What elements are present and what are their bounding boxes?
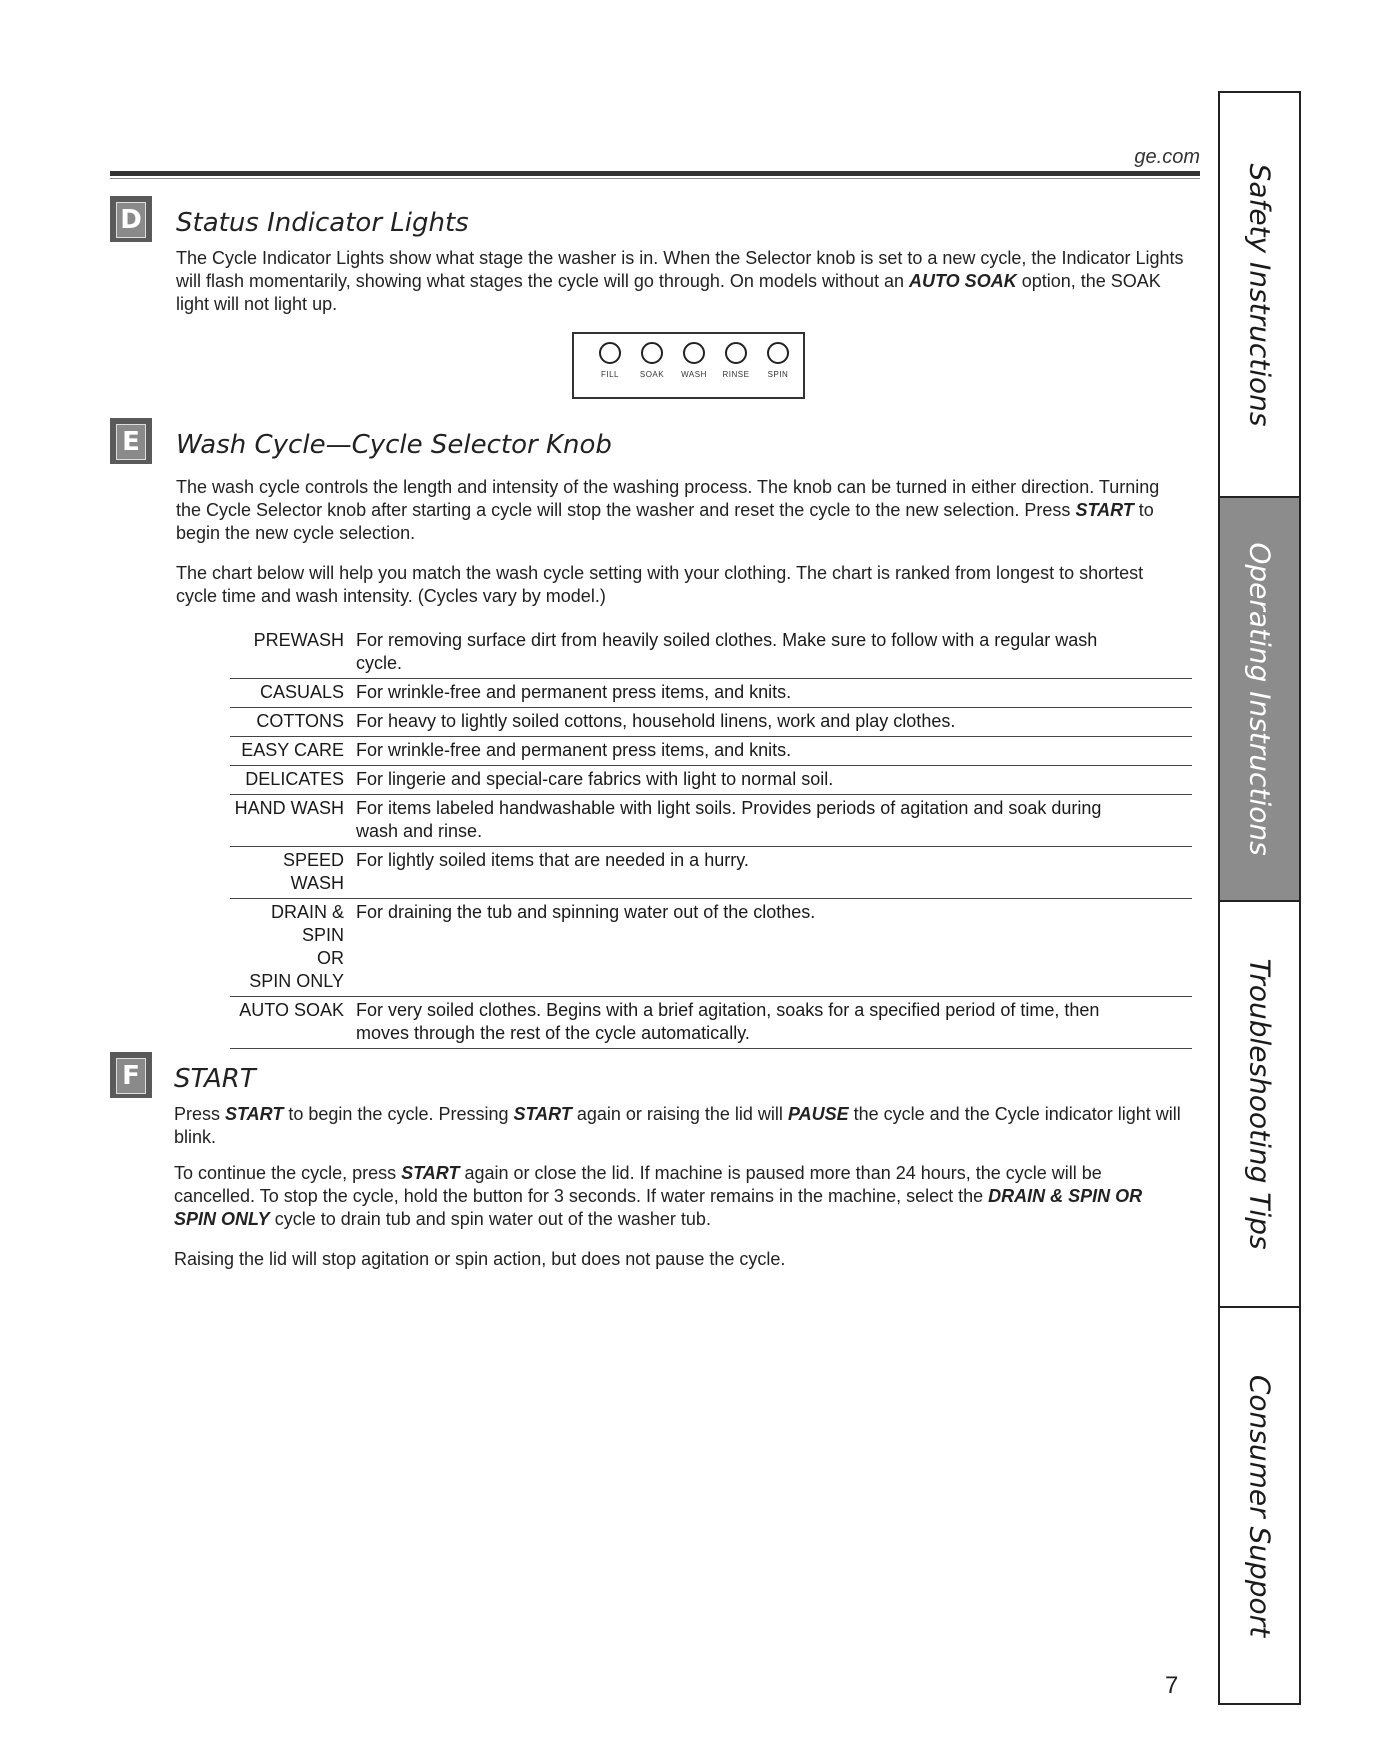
indicator-light-wash: WASH — [674, 342, 714, 379]
cycle-name: DRAIN & SPIN OR SPIN ONLY — [249, 902, 344, 991]
cycle-row-auto-soak — [230, 997, 1192, 1049]
indicator-light-rinse: RINSE — [716, 342, 756, 379]
cycle-name: DELICATES — [245, 769, 344, 789]
tab-troubleshooting-tips[interactable]: Troubleshooting Tips — [1243, 958, 1276, 1250]
cycle-row-easy-care — [230, 737, 1192, 766]
cycle-desc: For wrinkle-free and permanent press items, and knits. — [356, 682, 792, 702]
indicator-light-fill: FILL — [590, 342, 630, 379]
cycle-name: PREWASH — [253, 630, 344, 650]
tab-safety-instructions[interactable]: Safety Instructions — [1243, 163, 1276, 426]
section-f-paragraph-2: To continue the cycle, press START again or close the lid. If machine is paused more than 24 hours, the cycle will be cancelled. To stop the cycle, hold the button for 3 seconds. If water remains in the machine, select the DRAIN & SPIN OR SPIN ONLY cycle to drain tub and spin water out of the washer tub. — [174, 1163, 1143, 1229]
indicator-lights-panel — [572, 332, 805, 399]
section-title-status-indicator: Status Indicator Lights — [176, 208, 469, 238]
cycle-row-speed-wash — [230, 847, 1192, 899]
cycle-row-cottons — [230, 708, 1192, 737]
indicator-light-soak: SOAK — [632, 342, 672, 379]
cycle-row-hand-wash — [230, 795, 1192, 847]
side-tabs — [1218, 91, 1301, 1705]
cycle-chart — [230, 627, 1192, 1049]
cycle-desc: For items labeled handwashable with light soils. Provides periods of agitation and soak during wash and rinse. — [356, 798, 1102, 841]
cycle-row-drain-spin — [230, 899, 1192, 997]
cycle-row-casuals — [230, 679, 1192, 708]
section-d-body: The Cycle Indicator Lights show what stage the washer is in. When the Selector knob is set to a new cycle, the Indicator Lights will flash momentarily, showing what stages the cycle will go through. On models without an AUTO SOAK option, the SOAK light will not light up. — [176, 248, 1184, 314]
section-title-start: START — [174, 1064, 256, 1094]
cycle-name: HAND WASH — [234, 798, 344, 818]
cycle-desc: For removing surface dirt from heavily soiled clothes. Make sure to follow with a regular wash cycle. — [356, 630, 1098, 673]
site-url: ge.com — [1134, 146, 1200, 168]
cycle-desc: For wrinkle-free and permanent press items, and knits. — [356, 740, 792, 760]
cycle-desc: For heavy to lightly soiled cottons, household linens, work and play clothes. — [356, 711, 956, 731]
cycle-desc: For draining the tub and spinning water out of the clothes. — [356, 902, 816, 922]
header-rule — [110, 171, 1200, 176]
section-e-paragraph-2: The chart below will help you match the wash cycle setting with your clothing. The chart is ranked from longest to shortest cycle time and wash intensity. (Cycles vary by model.) — [176, 563, 1144, 606]
tab-operating-instructions[interactable]: Operating Instructions — [1220, 498, 1299, 900]
section-title-wash-cycle: Wash Cycle—Cycle Selector Knob — [176, 430, 612, 460]
cycle-desc: For lightly soiled items that are needed in a hurry. — [356, 850, 749, 870]
section-badge-d: D — [110, 196, 152, 242]
cycle-name: COTTONS — [256, 711, 344, 731]
tab-consumer-support[interactable]: Consumer Support — [1243, 1374, 1276, 1637]
cycle-desc: For very soiled clothes. Begins with a brief agitation, soaks for a specified period of time, then moves through the rest of the cycle automatically. — [356, 1000, 1100, 1043]
indicator-light-spin: SPIN — [758, 342, 798, 379]
section-badge-e: E — [110, 418, 152, 464]
cycle-desc: For lingerie and special-care fabrics with light to normal soil. — [356, 769, 834, 789]
section-f-paragraph-3: Raising the lid will stop agitation or spin action, but does not pause the cycle. — [174, 1249, 786, 1269]
cycle-row-delicates — [230, 766, 1192, 795]
cycle-name: EASY CARE — [241, 740, 344, 760]
cycle-row-prewash — [230, 627, 1192, 679]
header-rule-thin — [110, 178, 1200, 179]
section-badge-f: F — [110, 1052, 152, 1098]
cycle-name: SPEED WASH — [282, 850, 344, 893]
page-number: 7 — [1165, 1672, 1179, 1699]
cycle-name: CASUALS — [259, 682, 344, 702]
section-f-paragraph-1: Press START to begin the cycle. Pressing START again or raising the lid will PAUSE the cycle and the Cycle indicator light will blink. — [174, 1104, 1181, 1147]
section-e-paragraph-1: The wash cycle controls the length and intensity of the washing process. The knob can be turned in either direction. Turning the Cycle Selector knob after starting a cycle will stop the washer and reset the cycle to the new selection. Press START to begin the new cycle selection. — [176, 477, 1160, 543]
cycle-name: AUTO SOAK — [239, 1000, 344, 1020]
